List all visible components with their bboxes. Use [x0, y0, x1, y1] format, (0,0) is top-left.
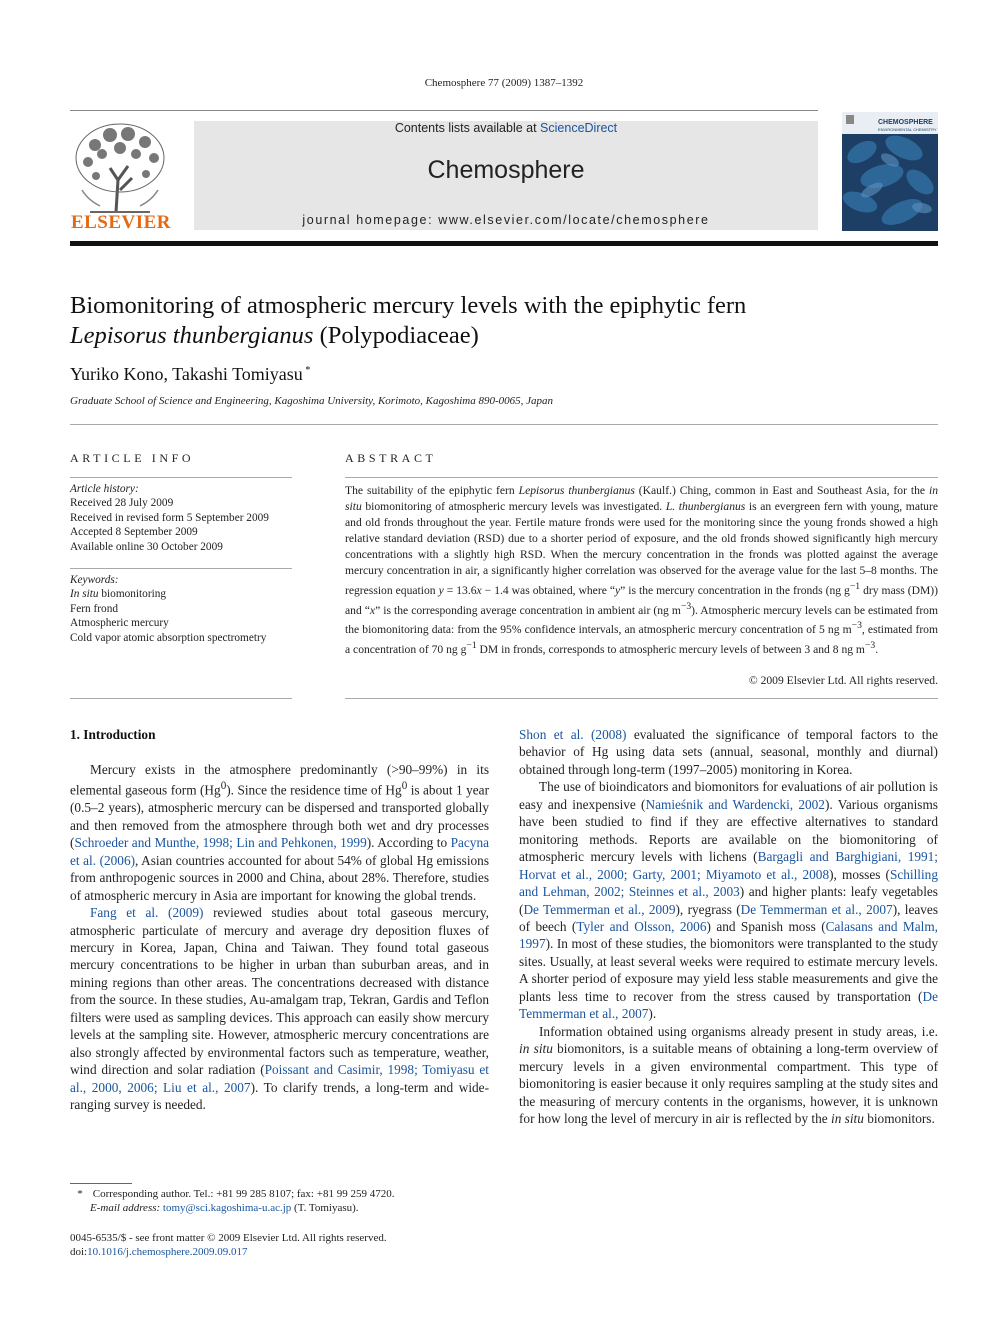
title-line1: Biomonitoring of atmospheric mercury levels with the epiphytic fern	[70, 292, 747, 319]
email-name: (T. Tomiyasu).	[291, 1202, 359, 1214]
keywords	[70, 573, 266, 645]
email-label: E-mail address:	[90, 1202, 161, 1214]
journal-cover-thumbnail	[842, 112, 938, 231]
doi-link[interactable]: 10.1016/j.chemosphere.2009.09.017	[87, 1246, 248, 1258]
history-label: Article history:	[70, 483, 139, 495]
history-item: Available online 30 October 2009	[70, 540, 223, 553]
journal-name: Chemosphere	[427, 156, 585, 184]
header-thick-rule	[70, 241, 938, 246]
header-rule	[70, 110, 818, 111]
publisher-logo-text: ELSEVIER	[70, 212, 172, 233]
citation-link[interactable]: Bargagli and Barghigiani, 1991; Horvat et al., 2000; Garty, 2001; Miyamoto et al., 2008	[519, 849, 938, 882]
email-link[interactable]: tomy@sci.kagoshima-u.ac.jp	[162, 1202, 292, 1214]
body-paragraph: Information obtained using organisms already present in study areas, i.e. in situ biomonitors, is a suitable means of obtaining a long-term overview of mercury levels in a given environmental compartment. This type of biomonitoring is easier because it only requires sampling at the study sites and the measuring of mercury contents in the organisms, however, it is unknown for how long the level of mercury in air is reflected by the in situ biomonitors.	[519, 1023, 938, 1126]
citation-link[interactable]: De Temmerman et al., 2007	[740, 901, 893, 917]
body-paragraph: Fang et al. (2009) reviewed studies about total gaseous mercury, atmospheric particulate of mercury and average dry deposition fluxes of mercury in Korea, Japan, China and Taiwan. They found total gaseous mercury concentrations to be higher in urban than suburban areas, and in mining regions than other areas. The concentrations decreased with distance from the source. In these studies, Au-amalgam trap, Tekran, Gardis and Teflon filters were used as sampling devices. This approach can easily show mercury levels at the sampling site. However, atmospheric mercury concentrations are also strongly affected by environmental factors such as temperature, weather, wind direction and solar radiation (Poissant and Casimir, 1998; Tomiyasu et al., 2000, 2006; Liu et al., 2007). To clarify trends, a long-term and wide-ranging survey is needed.	[70, 905, 490, 1113]
abstract-rule	[345, 698, 938, 699]
article-info-rule	[70, 568, 292, 569]
corresponding-author-mark[interactable]: *	[302, 365, 311, 376]
homepage-prefix: journal homepage:	[302, 213, 439, 227]
history-item: Received 28 July 2009	[70, 497, 174, 510]
citation-link[interactable]: De Temmerman et al., 2007	[519, 988, 938, 1022]
citation-link[interactable]: Tyler and Olsson, 2006	[576, 918, 707, 934]
keyword-first-rest: biomonitoring	[98, 588, 167, 601]
keyword: Atmospheric mercury	[70, 617, 169, 630]
article-history	[70, 482, 269, 554]
citation-link[interactable]: Schilling and Lehman, 2002; Steinnes et al., 2003	[519, 866, 938, 900]
body-column-left	[70, 761, 489, 1113]
footnote-mark: *	[77, 1188, 83, 1200]
title-family: (Polypodiaceae)	[313, 322, 479, 349]
corresponding-author-footnote	[70, 1187, 394, 1215]
body-paragraph: Mercury exists in the atmosphere predominantly (>90–99%) in its elemental gaseous form (Hg$^0$). Since the residence time of Hg$^0$ is about 1 year (0.5–2 years), atmospheric mercury can be dispersed and transported globally and then removed from the atmosphere through both wet and dry processes (Schroeder and Munthe, 1998; Lin and Pehkonen, 1999). According to Pacyna et al. (2006), Asian countries accounted for about 54% of global Hg emissions from anthropogenic sources in 2000 and China, about 28%. Therefore, studies of atmospheric mercury in Asia are important for knowing the global trends.	[70, 762, 489, 903]
article-info-rule	[70, 698, 292, 699]
contents-line	[194, 121, 818, 135]
section-heading-introduction: 1. Introduction	[70, 727, 156, 742]
abstract-copyright: © 2009 Elsevier Ltd. All rights reserved.	[748, 674, 938, 687]
cover-subtitle: ENVIRONMENTAL CHEMISTRY	[878, 127, 937, 132]
citation-link[interactable]: Pacyna et al. (2006)	[70, 835, 489, 868]
keyword: Cold vapor atomic absorption spectrometry	[70, 631, 267, 644]
article-info-rule	[70, 477, 292, 478]
citation-link[interactable]: Poissant and Casimir, 1998; Tomiyasu et al., 2000, 2006; Liu et al., 2007	[70, 1062, 489, 1095]
citation-link[interactable]: Fang et al. (2009)	[90, 905, 204, 921]
homepage-line	[194, 213, 818, 227]
contents-prefix: Contents lists available at	[394, 121, 541, 135]
footnote-rule	[70, 1183, 132, 1184]
sciencedirect-link[interactable]: ScienceDirect	[540, 121, 618, 135]
history-item: Accepted 8 September 2009	[70, 526, 198, 539]
front-matter	[70, 1231, 387, 1259]
citation-link[interactable]: Shon et al. (2008)	[519, 727, 627, 742]
title-rule	[70, 424, 938, 425]
authors: Yuriko Kono, Takashi Tomiyasu	[70, 364, 303, 384]
abstract-rule	[345, 477, 938, 478]
keywords-label: Keywords:	[70, 574, 119, 586]
title-species: Lepisorus thunbergianus	[70, 322, 314, 349]
abstract-heading: ABSTRACT	[345, 451, 437, 465]
body-paragraph: The use of bioindicators and biomonitors for evaluations of air pollution is easy and inexpensive (Namieśnik and Wardencki, 2002). Various organisms have been studied to find if they are effective alternatives to standard monitoring methods. Reports are available on the biomonitoring of atmospheric mercury levels with lichens (Bargagli and Barghigiani, 1991; Horvat et al., 2000; Garty, 2001; Miyamoto et al., 2008), mosses (Schilling and Lehman, 2002; Steinnes et al., 2003) and higher plants: leafy vegetables (De Temmerman et al., 2009), ryegrass (De Temmerman et al., 2007), leaves of beech (Tyler and Olsson, 2006) and Spanish moss (Calasans and Malm, 1997). In most of these studies, the biomonitors were transplanted to the study sites. Usually, at least several weeks were required to estimate mercury levels. A shorter period of exposure may yield less stable measurements and give the plants less time to recover from the stress caused by transportation (De Temmerman et al., 2007).	[519, 779, 938, 1022]
citation-link[interactable]: Schroeder and Munthe, 1998; Lin and Pehkonen, 1999	[74, 835, 367, 851]
issn-line: 0045-6535/$ - see front matter © 2009 Elsevier Ltd. All rights reserved.	[70, 1232, 387, 1244]
body-paragraph: Shon et al. (2008) evaluated the significance of temporal factors to the behavior of Hg using data sets (annual, seasonal, monthly and diurnal) obtained through long-term (1997–2005) monitoring in Korea.	[519, 727, 939, 777]
author-list	[70, 364, 310, 385]
history-item: Received in revised form 5 September 2009	[70, 511, 269, 524]
journal-citation: Chemosphere 77 (2009) 1387–1392	[424, 77, 584, 89]
abstract-text: The suitability of the epiphytic fern Lepisorus thunbergianus (Kaulf.) Ching, common in East and Southeast Asia, for the in situ biomonitoring of atmospheric mercury levels was investigated. L. thunbergianus is an evergreen fern with young, mature and old fronds throughout the year. Fertile mature fronds were used for the monitoring since the young fronds showed a high relative standard deviation (RSD) due to a shorter period of exposure, and the old fronds showed significantly high mercury concentrations with a slightly high RSD. When the mercury concentration in the fronds was plotted against the average mercury concentration in air, a significantly higher correlation was observed for the average value for the last 5–8 months. The regression equation y = 13.6x − 1.4 was obtained, where “y” is the mercury concentration in the fronds (ng $g^{-1}$ dry mass (DM)) and “x” is the corresponding average concentration in ambient air (ng $m^{-3}$). Atmospheric mercury levels can be estimated from the biomonitoring data: from the 95% confidence intervals, an atmospheric mercury concentration of 5 ng $m^{-3}$, estimated from a concentration of 70 ng $g^{-1}$ DM in fronds, corresponds to atmospheric mercury levels of between 3 and 8 ng $m^{-3}$.	[345, 484, 938, 657]
affiliation: Graduate School of Science and Engineering, Kagoshima University, Korimoto, Kagoshima 890-0065, Japan	[70, 395, 554, 407]
citation-link[interactable]: Calasans and Malm, 1997	[519, 918, 938, 952]
homepage-url-link[interactable]: www.elsevier.com/locate/chemosphere	[438, 213, 710, 227]
article-title	[70, 291, 930, 351]
cover-title: CHEMOSPHERE	[878, 119, 933, 126]
body-column-right	[519, 726, 938, 1127]
citation-link[interactable]: De Temmerman et al., 2009	[523, 901, 676, 917]
keyword-first-italic: In situ	[70, 588, 99, 601]
citation-link[interactable]: Namieśnik and Wardencki, 2002	[645, 796, 825, 812]
article-info-heading: ARTICLE INFO	[70, 451, 195, 465]
footnote-contact: Corresponding author. Tel.: +81 99 285 8107; fax: +81 99 259 4720.	[90, 1188, 395, 1200]
keyword: Fern frond	[70, 602, 119, 615]
doi-prefix: doi:	[70, 1246, 88, 1258]
